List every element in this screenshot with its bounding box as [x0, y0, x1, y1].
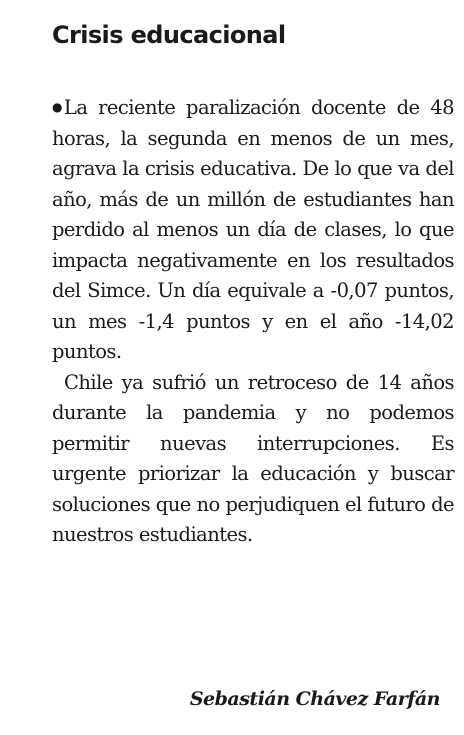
letter-to-editor [52, 18, 454, 551]
author-signature: Sebastián Chávez Farfán [189, 688, 440, 710]
paragraph-2: Chile ya sufrió un retroceso de 14 años durante la pandemia y no podemos permitir nuevas interrupciones. Es urgente priorizar la educación y buscar soluciones que no perjudiquen el futuro de nuestros estudiantes. [52, 370, 454, 546]
paragraph-1-text: La reciente paralización docente de 48 horas, la segunda en menos de un mes, agrava la crisis educativa. De lo que va del año, más de un millón de estudiantes han perdido al menos un día de clases, lo que impacta negativamente en los resultados del Simce. Un día equivale a -0,07 puntos, un mes -1,4 puntos y en el año -14,02 puntos. [52, 96, 454, 363]
bullet-icon: ● [52, 100, 62, 114]
headline: Crisis educacional [52, 21, 286, 49]
paragraph-1 [52, 92, 454, 368]
